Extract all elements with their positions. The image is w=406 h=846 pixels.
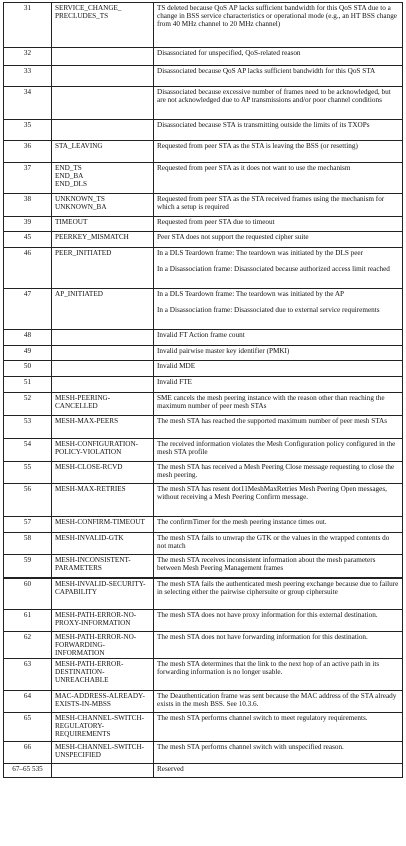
reason-meaning-cell	[154, 555, 403, 578]
reason-code-cell: 58	[4, 533, 52, 555]
reason-name-cell: MESH-PATH-ERROR- DESTINATION- UNREACHABLE	[52, 658, 154, 690]
reason-name-cell: UNKNOWN_TS UNKNOWN_BA	[52, 194, 154, 217]
reason-code-cell: 31	[4, 3, 52, 48]
reason-code-cell: 52	[4, 393, 52, 416]
table-row	[4, 330, 403, 346]
reason-name-cell	[52, 48, 154, 66]
reason-meaning-cell	[154, 3, 403, 48]
table-row	[4, 741, 403, 763]
reason-code-cell: 62	[4, 632, 52, 659]
meaning-paragraph: The mesh STA has received a Mesh Peering Close message requesting to close the mesh peering.	[157, 463, 395, 480]
reason-meaning-cell	[154, 232, 403, 248]
reason-name-cell	[52, 346, 154, 361]
table-row	[4, 416, 403, 439]
table-row	[4, 484, 403, 517]
reason-code-cell: 47	[4, 289, 52, 330]
reason-meaning-cell	[154, 377, 403, 393]
reason-name-cell: PEER_INITIATED	[52, 248, 154, 289]
meaning-paragraph: The mesh STA determines that the link to the next hop of an active path in its forwarding information is no longer usable.	[157, 659, 380, 676]
reason-name-cell	[52, 377, 154, 393]
table-row	[4, 439, 403, 462]
table-row	[4, 66, 403, 87]
table-row	[4, 578, 403, 610]
reason-code-cell: 51	[4, 377, 52, 393]
table-row	[4, 361, 403, 377]
reason-name-cell: TIMEOUT	[52, 217, 154, 232]
reason-code-cell: 38	[4, 194, 52, 217]
meaning-paragraph: The mesh STA fails to unwrap the GTK or the values in the wrapped contents do not match	[157, 534, 390, 551]
reason-meaning-cell	[154, 690, 403, 712]
reason-meaning-cell	[154, 610, 403, 632]
reason-code-cell: 67–65 535	[4, 763, 52, 777]
meaning-paragraph: In a Disassociation frame: Disassociated due to external service requirements	[157, 306, 380, 315]
reason-code-table	[3, 2, 403, 778]
table-row	[4, 555, 403, 578]
table-row	[4, 517, 403, 533]
reason-meaning-cell	[154, 712, 403, 741]
reason-meaning-cell	[154, 763, 403, 777]
reason-name-cell: PEERKEY_MISMATCH	[52, 232, 154, 248]
reason-meaning-cell	[154, 439, 403, 462]
meaning-paragraph: Disassociated for unspecified, QoS-related reason	[157, 49, 301, 57]
meaning-paragraph: SME cancels the mesh peering instance with the reason other than reaching the maximum number of peer mesh STAs	[157, 394, 385, 411]
reason-name-cell: AP_INITIATED	[52, 289, 154, 330]
table-row	[4, 141, 403, 163]
reason-name-cell: MESH-INVALID-GTK	[52, 533, 154, 555]
reason-name-cell: MESH-CHANNEL-SWITCH- UNSPECIFIED	[52, 741, 154, 763]
meaning-paragraph: In a DLS Teardown frame: The teardown was initiated by the AP	[157, 290, 345, 298]
meaning-paragraph: The Deauthentication frame was sent because the MAC address of the STA already exists in the mesh BSS. See 10.3.6.	[157, 691, 397, 708]
reason-meaning-cell	[154, 66, 403, 87]
table-row	[4, 3, 403, 48]
reason-name-cell: END_TS END_BA END_DLS	[52, 163, 154, 194]
table-row	[4, 87, 403, 120]
reason-meaning-cell	[154, 462, 403, 484]
meaning-paragraph: TS deleted because QoS AP lacks sufficient bandwidth for this QoS STA due to a change in BSS service characteristics or operational mode (e.g., an HT BSS change from 40 MHz channel to 20 MHz channel)	[157, 4, 397, 29]
reason-code-cell: 49	[4, 346, 52, 361]
meaning-paragraph: The mesh STA fails the authenticated mesh peering exchange because due to failure in selecting either the pairwise ciphersuite or group ciphersuite	[157, 579, 399, 596]
reason-code-cell: 63	[4, 658, 52, 690]
meaning-paragraph: The mesh STA has resent dot11MeshMaxRetries Mesh Peering Open messages, without receiving a Mesh Peering Confirm message.	[157, 485, 387, 502]
reason-meaning-cell	[154, 632, 403, 659]
meaning-paragraph: Peer STA does not support the requested cipher suite	[157, 233, 309, 241]
reason-code-cell: 45	[4, 232, 52, 248]
meaning-paragraph: Requested from peer STA as it does not want to use the mechanism	[157, 164, 351, 172]
table-row	[4, 48, 403, 66]
reason-name-cell: MESH-INVALID-SECURITY- CAPABILITY	[52, 578, 154, 610]
table-row	[4, 533, 403, 555]
reason-code-cell: 37	[4, 163, 52, 194]
reason-name-cell: SERVICE_CHANGE_ PRECLUDES_TS	[52, 3, 154, 48]
reason-code-cell: 32	[4, 48, 52, 66]
reason-name-cell: MESH-INCONSISTENT- PARAMETERS	[52, 555, 154, 578]
table-row	[4, 346, 403, 361]
table-row	[4, 248, 403, 289]
reason-meaning-cell	[154, 658, 403, 690]
reason-name-cell: STA_LEAVING	[52, 141, 154, 163]
meaning-paragraph: Disassociated because excessive number of frames need to be acknowledged, but are not acknowledged due to AP transmissions and/or poor channel conditions	[157, 88, 391, 105]
reason-code-cell: 66	[4, 741, 52, 763]
reason-meaning-cell	[154, 517, 403, 533]
reason-meaning-cell	[154, 533, 403, 555]
reason-meaning-cell	[154, 48, 403, 66]
meaning-paragraph: Disassociated because STA is transmitting outside the limits of its TXOPs	[157, 121, 370, 129]
meaning-paragraph: Invalid FT Action frame count	[157, 331, 245, 339]
reason-meaning-cell	[154, 120, 403, 141]
meaning-paragraph: Disassociated because QoS AP lacks sufficient bandwidth for this QoS STA	[157, 67, 376, 75]
table-row	[4, 632, 403, 659]
reason-name-cell: MESH-CLOSE-RCVD	[52, 462, 154, 484]
reason-code-cell: 64	[4, 690, 52, 712]
reason-name-cell: MESH-CONFIGURATION- POLICY-VIOLATION	[52, 439, 154, 462]
reason-name-cell: MESH-PEERING-CANCELLED	[52, 393, 154, 416]
reason-name-cell	[52, 330, 154, 346]
reason-meaning-cell	[154, 248, 403, 289]
reason-code-cell: 33	[4, 66, 52, 87]
meaning-paragraph: The mesh STA performs channel switch with unspecified reason.	[157, 742, 344, 751]
table-row	[4, 610, 403, 632]
reason-meaning-cell	[154, 289, 403, 330]
meaning-paragraph: The mesh STA has reached the supported maximum number of peer mesh STAs	[157, 417, 387, 425]
table-row	[4, 194, 403, 217]
meaning-paragraph: Invalid FTE	[157, 378, 192, 386]
meaning-paragraph: Invalid pairwise master key identifier (PMKI)	[157, 347, 290, 355]
table-row	[4, 393, 403, 416]
meaning-paragraph: The confirmTimer for the mesh peering instance times out.	[157, 518, 327, 526]
reason-name-cell	[52, 120, 154, 141]
reason-meaning-cell	[154, 393, 403, 416]
reason-code-cell: 35	[4, 120, 52, 141]
reason-name-cell: MESH-MAX-RETRIES	[52, 484, 154, 517]
paragraph-gap	[157, 298, 399, 306]
reason-name-cell	[52, 763, 154, 777]
reason-name-cell	[52, 66, 154, 87]
paragraph-gap	[157, 257, 399, 265]
meaning-paragraph: The received information violates the Mesh Configuration policy configured in the mesh STA profile	[157, 440, 396, 457]
reason-meaning-cell	[154, 346, 403, 361]
table-row	[4, 289, 403, 330]
reason-code-cell: 60	[4, 578, 52, 610]
table-row	[4, 163, 403, 194]
reason-meaning-cell	[154, 330, 403, 346]
reason-meaning-cell	[154, 578, 403, 610]
reason-meaning-cell	[154, 741, 403, 763]
reason-meaning-cell	[154, 484, 403, 517]
reason-name-cell: MESH-MAX-PEERS	[52, 416, 154, 439]
table-row	[4, 712, 403, 741]
reason-code-cell: 56	[4, 484, 52, 517]
reason-code-cell: 46	[4, 248, 52, 289]
reason-meaning-cell	[154, 141, 403, 163]
table-row	[4, 232, 403, 248]
reason-code-cell: 50	[4, 361, 52, 377]
reason-name-cell: MESH-CONFIRM-TIMEOUT	[52, 517, 154, 533]
meaning-paragraph: The mesh STA does not have proxy information for this external destination.	[157, 611, 378, 619]
reason-code-cell: 48	[4, 330, 52, 346]
meaning-paragraph: Requested from peer STA due to timeout	[157, 218, 275, 226]
reason-meaning-cell	[154, 416, 403, 439]
meaning-paragraph: The mesh STA receives inconsistent information about the mesh parameters between Mesh Peering Management frames	[157, 556, 376, 573]
reason-meaning-cell	[154, 87, 403, 120]
reason-code-cell: 57	[4, 517, 52, 533]
table-row	[4, 690, 403, 712]
reason-code-cell: 61	[4, 610, 52, 632]
reason-name-cell: MESH-CHANNEL-SWITCH- REGULATORY- REQUIREMENTS	[52, 712, 154, 741]
reason-code-cell: 53	[4, 416, 52, 439]
meaning-paragraph: The mesh STA does not have forwarding information for this destination.	[157, 633, 368, 641]
reason-code-cell: 65	[4, 712, 52, 741]
reason-code-cell: 54	[4, 439, 52, 462]
reason-name-cell	[52, 87, 154, 120]
table-row	[4, 462, 403, 484]
reason-name-cell: MAC-ADDRESS-ALREADY- EXISTS-IN-MBSS	[52, 690, 154, 712]
table-row	[4, 217, 403, 232]
meaning-paragraph: In a Disassociation frame: Disassociated because authorized access limit reached	[157, 265, 390, 274]
reason-code-cell: 34	[4, 87, 52, 120]
meaning-paragraph: Requested from peer STA as the STA is leaving the BSS (or resetting)	[157, 142, 358, 150]
reason-name-cell: MESH-PATH-ERROR-NO- FORWARDING-INFORMATION	[52, 632, 154, 659]
table-row	[4, 377, 403, 393]
meaning-paragraph: The mesh STA performs channel switch to meet regulatory requirements.	[157, 713, 368, 722]
reason-meaning-cell	[154, 217, 403, 232]
reason-meaning-cell	[154, 361, 403, 377]
meaning-paragraph: Requested from peer STA as the STA received frames using the mechanism for which a setup is required	[157, 195, 385, 212]
reason-code-cell: 55	[4, 462, 52, 484]
reason-meaning-cell	[154, 194, 403, 217]
meaning-paragraph: In a DLS Teardown frame: The teardown was initiated by the DLS peer	[157, 249, 364, 257]
meaning-paragraph: Invalid MDE	[157, 362, 196, 370]
reason-code-cell: 39	[4, 217, 52, 232]
reason-meaning-cell	[154, 163, 403, 194]
table-row	[4, 120, 403, 141]
reason-name-cell	[52, 361, 154, 377]
reason-name-cell: MESH-PATH-ERROR-NO- PROXY-INFORMATION	[52, 610, 154, 632]
meaning-paragraph: Reserved	[157, 764, 184, 773]
reason-code-cell: 59	[4, 555, 52, 578]
table-row	[4, 763, 403, 777]
table-row	[4, 658, 403, 690]
reason-code-cell: 36	[4, 141, 52, 163]
